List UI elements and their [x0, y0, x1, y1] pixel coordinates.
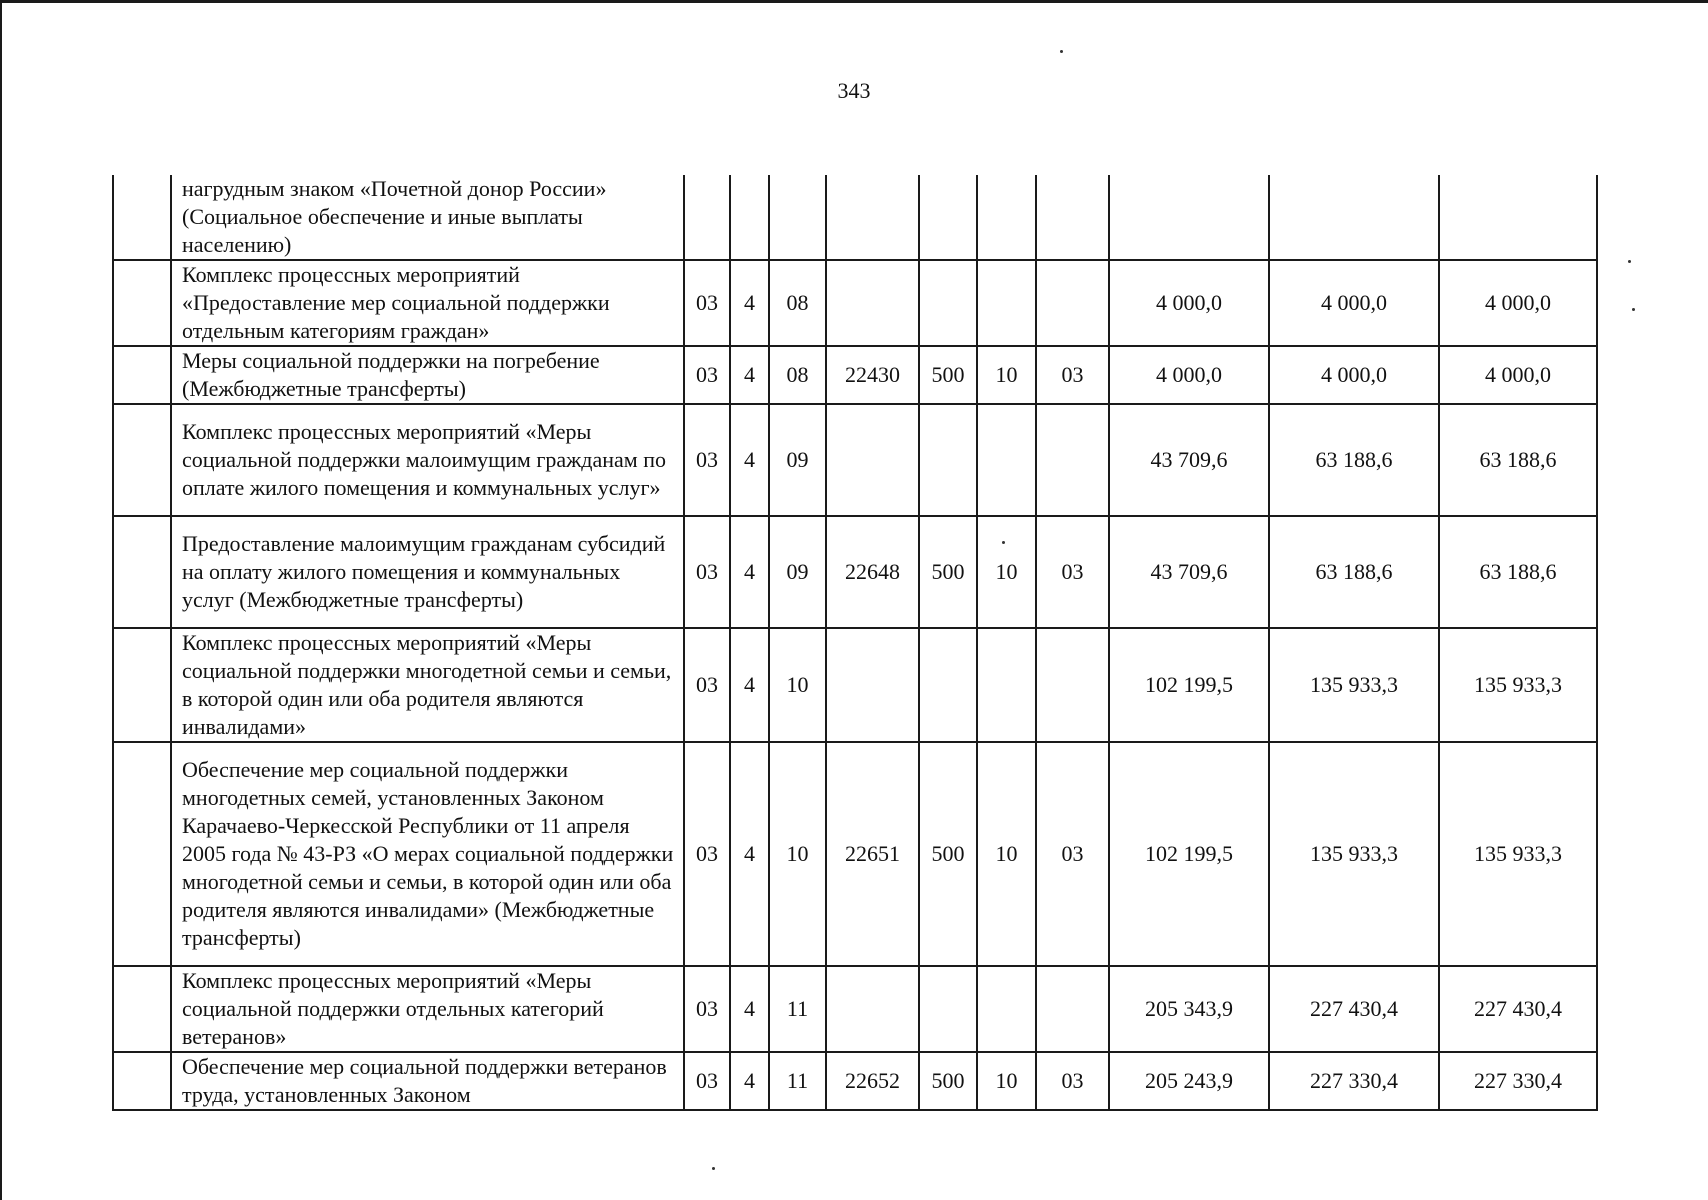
amount-year-3-cell: 227 330,4 [1439, 1052, 1597, 1110]
program-code-cell: 10 [769, 742, 826, 966]
program-code-cell: 09 [769, 516, 826, 628]
subchapter-code-cell: 03 [1036, 516, 1109, 628]
direction-code-cell [826, 966, 919, 1052]
section-code-cell: 03 [684, 966, 730, 1052]
subchapter-code-cell [1036, 260, 1109, 346]
program-code-cell: 10 [769, 628, 826, 742]
page-number: 343 [837, 78, 871, 103]
amount-year-2-cell: 4 000,0 [1269, 260, 1439, 346]
section-code-cell: 03 [684, 516, 730, 628]
row-number-cell [113, 628, 171, 742]
direction-code-cell: 22648 [826, 516, 919, 628]
program-code-cell: 08 [769, 346, 826, 404]
item-name-cell: нагрудным знаком «Почетной донор России» (Социальное обеспечение и иные выплаты населению) [171, 175, 684, 260]
expense-type-code-cell: 500 [919, 1052, 977, 1110]
amount-year-3-cell: 227 430,4 [1439, 966, 1597, 1052]
amount-year-2-cell: 63 188,6 [1269, 516, 1439, 628]
expense-type-code-cell [919, 966, 977, 1052]
expense-type-code-cell [919, 260, 977, 346]
table-row [113, 966, 1597, 1052]
table-row [113, 516, 1597, 628]
subsection-code-cell: 4 [730, 1052, 769, 1110]
amount-year-1-cell: 43 709,6 [1109, 516, 1269, 628]
table-row [113, 260, 1597, 346]
subchapter-code-cell [1036, 404, 1109, 516]
amount-year-2-cell: 4 000,0 [1269, 346, 1439, 404]
scan-speck [1628, 260, 1631, 263]
chapter-code-cell [977, 260, 1036, 346]
subsection-code-cell: 4 [730, 966, 769, 1052]
chapter-code-cell: 10 [977, 742, 1036, 966]
expense-type-code-cell [919, 404, 977, 516]
section-code-cell: 03 [684, 628, 730, 742]
program-code-cell: 11 [769, 966, 826, 1052]
item-name-cell: Комплекс процессных мероприятий «Меры социальной поддержки малоимущим гражданам по оплате жилого помещения и коммунальных услуг» [171, 404, 684, 516]
section-code-cell: 03 [684, 346, 730, 404]
expense-type-code-cell: 500 [919, 742, 977, 966]
subchapter-code-cell [1036, 628, 1109, 742]
program-code-cell: 11 [769, 1052, 826, 1110]
budget-table [112, 175, 1598, 1111]
program-code-cell: 09 [769, 404, 826, 516]
chapter-code-cell: 10 [977, 516, 1036, 628]
amount-year-3-cell: 63 188,6 [1439, 404, 1597, 516]
section-code-cell: 03 [684, 260, 730, 346]
direction-code-cell [826, 628, 919, 742]
subchapter-code-cell [1036, 966, 1109, 1052]
scan-speck [1632, 308, 1635, 311]
amount-year-2-cell: 227 430,4 [1269, 966, 1439, 1052]
amount-year-3-cell: 4 000,0 [1439, 346, 1597, 404]
row-number-cell [113, 404, 171, 516]
row-number-cell [113, 175, 171, 260]
subsection-code-cell: 4 [730, 742, 769, 966]
direction-code-cell: 22651 [826, 742, 919, 966]
subchapter-code-cell: 03 [1036, 346, 1109, 404]
item-name-cell: Обеспечение мер социальной поддержки многодетных семей, установленных Законом Карачаево-Черкесской Республики от 11 апреля 2005 года № 43-РЗ «О мерах социальной поддержки многодетной семьи и семьи, в которой один или оба родителя являются инвалидами» (Межбюджетные трансферты) [171, 742, 684, 966]
amount-year-2-cell: 227 330,4 [1269, 1052, 1439, 1110]
subsection-code-cell: 4 [730, 404, 769, 516]
page-left-border [0, 0, 2, 1200]
row-number-cell [113, 260, 171, 346]
amount-year-1-cell: 4 000,0 [1109, 260, 1269, 346]
expense-type-code-cell [919, 175, 977, 260]
chapter-code-cell [977, 404, 1036, 516]
row-number-cell [113, 966, 171, 1052]
amount-year-3-cell [1439, 175, 1597, 260]
section-code-cell [684, 175, 730, 260]
subsection-code-cell: 4 [730, 628, 769, 742]
amount-year-3-cell: 4 000,0 [1439, 260, 1597, 346]
table-row [113, 175, 1597, 260]
amount-year-1-cell: 205 343,9 [1109, 966, 1269, 1052]
amount-year-2-cell: 135 933,3 [1269, 742, 1439, 966]
section-code-cell: 03 [684, 1052, 730, 1110]
program-code-cell [769, 175, 826, 260]
scan-speck [1060, 50, 1063, 53]
table-row [113, 742, 1597, 966]
item-name-cell: Обеспечение мер социальной поддержки ветеранов труда, установленных Законом [171, 1052, 684, 1110]
direction-code-cell [826, 404, 919, 516]
subsection-code-cell [730, 175, 769, 260]
scan-speck [712, 1167, 715, 1170]
item-name-cell: Меры социальной поддержки на погребение (Межбюджетные трансферты) [171, 346, 684, 404]
chapter-code-cell [977, 175, 1036, 260]
section-code-cell: 03 [684, 404, 730, 516]
expense-type-code-cell: 500 [919, 346, 977, 404]
chapter-code-cell: 10 [977, 346, 1036, 404]
subchapter-code-cell [1036, 175, 1109, 260]
amount-year-3-cell: 63 188,6 [1439, 516, 1597, 628]
chapter-code-cell [977, 628, 1036, 742]
expense-type-code-cell [919, 628, 977, 742]
amount-year-1-cell: 102 199,5 [1109, 628, 1269, 742]
amount-year-1-cell: 4 000,0 [1109, 346, 1269, 404]
item-name-cell: Комплекс процессных мероприятий «Предоставление мер социальной поддержки отдельным категориям граждан» [171, 260, 684, 346]
amount-year-1-cell: 43 709,6 [1109, 404, 1269, 516]
subchapter-code-cell: 03 [1036, 742, 1109, 966]
direction-code-cell [826, 260, 919, 346]
section-code-cell: 03 [684, 742, 730, 966]
direction-code-cell: 22430 [826, 346, 919, 404]
amount-year-3-cell: 135 933,3 [1439, 628, 1597, 742]
program-code-cell: 08 [769, 260, 826, 346]
row-number-cell [113, 346, 171, 404]
item-name-cell: Предоставление малоимущим гражданам субсидий на оплату жилого помещения и коммунальных услуг (Межбюджетные трансферты) [171, 516, 684, 628]
chapter-code-cell [977, 966, 1036, 1052]
amount-year-2-cell: 63 188,6 [1269, 404, 1439, 516]
table-row [113, 1052, 1597, 1110]
table-row [113, 628, 1597, 742]
amount-year-2-cell: 135 933,3 [1269, 628, 1439, 742]
expense-type-code-cell: 500 [919, 516, 977, 628]
item-name-cell: Комплекс процессных мероприятий «Меры социальной поддержки отдельных категорий ветеранов» [171, 966, 684, 1052]
direction-code-cell: 22652 [826, 1052, 919, 1110]
table-row [113, 346, 1597, 404]
subsection-code-cell: 4 [730, 260, 769, 346]
amount-year-2-cell [1269, 175, 1439, 260]
subsection-code-cell: 4 [730, 516, 769, 628]
amount-year-1-cell: 205 243,9 [1109, 1052, 1269, 1110]
subsection-code-cell: 4 [730, 346, 769, 404]
table-row [113, 404, 1597, 516]
amount-year-1-cell [1109, 175, 1269, 260]
row-number-cell [113, 742, 171, 966]
amount-year-1-cell: 102 199,5 [1109, 742, 1269, 966]
direction-code-cell [826, 175, 919, 260]
amount-year-3-cell: 135 933,3 [1439, 742, 1597, 966]
subchapter-code-cell: 03 [1036, 1052, 1109, 1110]
item-name-cell: Комплекс процессных мероприятий «Меры социальной поддержки многодетной семьи и семьи, в которой один или оба родителя являются инвалидами» [171, 628, 684, 742]
page-top-border [0, 0, 1708, 3]
chapter-code-cell: 10 [977, 1052, 1036, 1110]
row-number-cell [113, 516, 171, 628]
row-number-cell [113, 1052, 171, 1110]
